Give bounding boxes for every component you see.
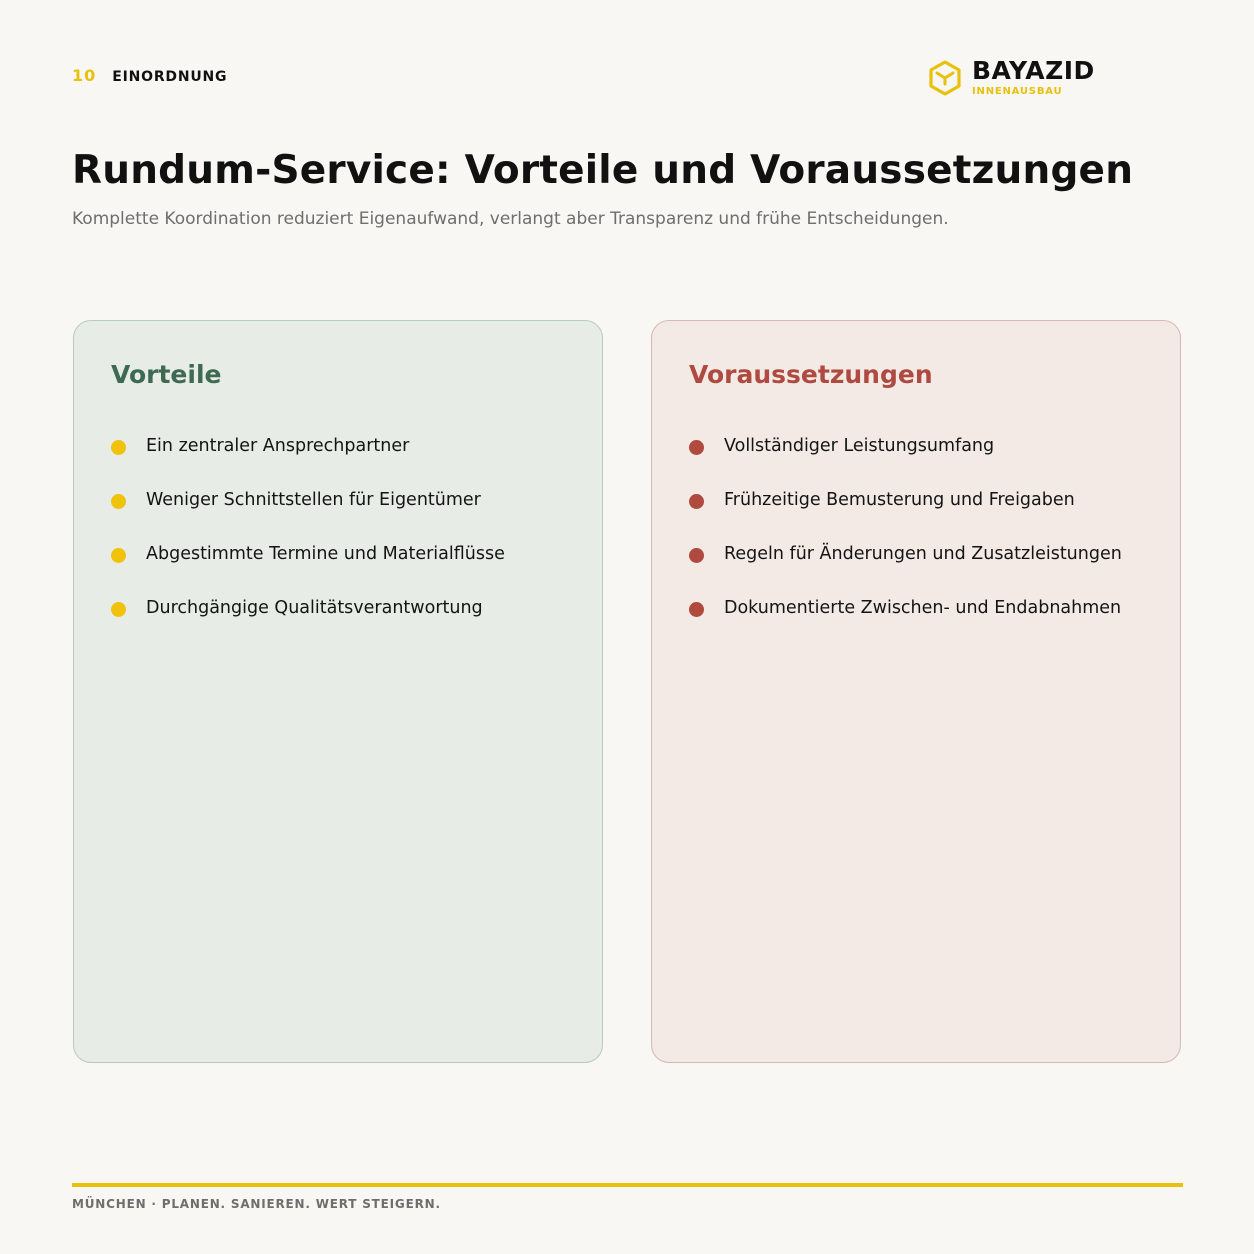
bullet-dot-icon bbox=[689, 494, 704, 509]
bullet-dot-icon bbox=[689, 548, 704, 563]
list-item-text: Abgestimmte Termine und Materialflüsse bbox=[146, 544, 505, 564]
requirements-card bbox=[651, 320, 1181, 1063]
logo-subtitle: INNENAUSBAU bbox=[972, 86, 1063, 97]
list-item bbox=[689, 581, 1144, 635]
list-item-text: Frühzeitige Bemusterung und Freigaben bbox=[724, 490, 1075, 510]
list-item-text: Dokumentierte Zwischen- und Endabnahmen bbox=[724, 598, 1122, 618]
list-item bbox=[689, 419, 1144, 473]
requirements-list bbox=[689, 419, 1144, 635]
list-item bbox=[111, 473, 566, 527]
list-item bbox=[111, 419, 566, 473]
bullet-dot-icon bbox=[111, 494, 126, 509]
page-title: Rundum-Service: Vorteile und Voraussetzungen bbox=[72, 148, 1134, 193]
page-header bbox=[72, 66, 227, 85]
section-label: EINORDNUNG bbox=[112, 69, 228, 85]
bullet-dot-icon bbox=[689, 602, 704, 617]
list-item bbox=[689, 527, 1144, 581]
bullet-dot-icon bbox=[111, 602, 126, 617]
list-item bbox=[689, 473, 1144, 527]
list-item bbox=[111, 581, 566, 635]
list-item-text: Ein zentraler Ansprechpartner bbox=[146, 436, 410, 456]
advantages-title: Vorteile bbox=[111, 360, 222, 389]
cube-outline-icon bbox=[928, 60, 962, 96]
brand-logo bbox=[928, 58, 1095, 97]
bullet-dot-icon bbox=[689, 440, 704, 455]
page-subtitle: Komplette Koordination reduziert Eigenaufwand, verlangt aber Transparenz und frühe Entscheidungen. bbox=[72, 209, 949, 229]
list-item-text: Weniger Schnittstellen für Eigentümer bbox=[146, 490, 481, 510]
list-item-text: Durchgängige Qualitätsverantwortung bbox=[146, 598, 483, 618]
list-item bbox=[111, 527, 566, 581]
footer-tagline: MÜNCHEN · PLANEN. SANIEREN. WERT STEIGERN. bbox=[72, 1197, 441, 1211]
footer-divider bbox=[72, 1183, 1183, 1187]
list-item-text: Regeln für Änderungen und Zusatzleistungen bbox=[724, 544, 1122, 564]
advantages-list bbox=[111, 419, 566, 635]
bullet-dot-icon bbox=[111, 440, 126, 455]
bullet-dot-icon bbox=[111, 548, 126, 563]
logo-name: BAYAZID bbox=[972, 56, 1095, 85]
list-item-text: Vollständiger Leistungsumfang bbox=[724, 436, 995, 456]
page-number: 10 bbox=[72, 66, 97, 85]
requirements-title: Voraussetzungen bbox=[689, 360, 933, 389]
advantages-card bbox=[73, 320, 603, 1063]
